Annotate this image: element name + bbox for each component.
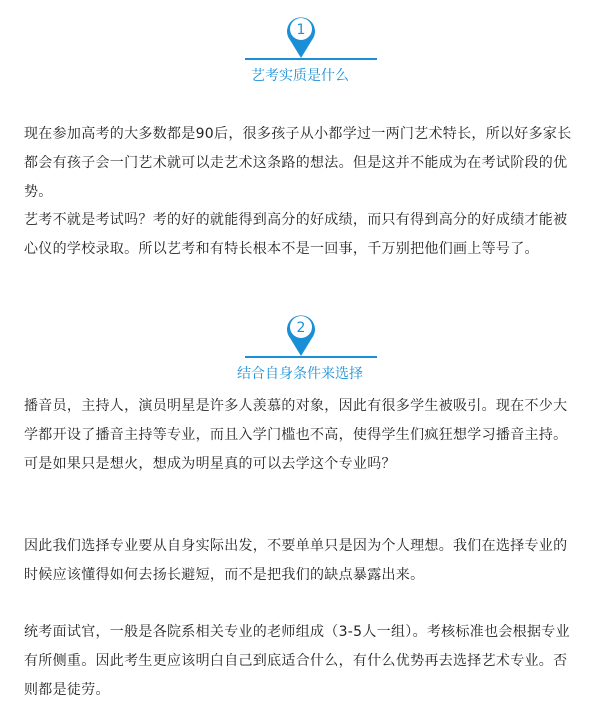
- section-2-paragraph-1: 播音员，主持人，演员明星是许多人羡慕的对象，因此有很多学生被吸引。现在不少大学都开设了播音主持等专业，而且入学门槛也不高，使得学生们疯狂想学习播音主持。可是如果只是想火，想成为明星真的可以去学这个专业吗？: [24, 398, 568, 472]
- section-1-header: [0, 12, 600, 86]
- location-pin-icon: [284, 310, 318, 358]
- section-1-title: 艺考实质是什么: [251, 68, 349, 84]
- section-1-paragraph-2: 艺考不就是考试吗？考的好的就能得到高分的好成绩，而只有得到高分的好成绩才能被心仪的学校录取。所以艺考和有特长根本不是一回事，千万别把他们画上等号了。: [24, 212, 568, 257]
- section-2-number: 2: [296, 320, 306, 336]
- section-1-paragraph-1: 现在参加高考的大多数都是90后，很多孩子从小都学过一两门艺术特长，所以好多家长都会有孩子会一门艺术就可以走艺术这条路的想法。但是这并不能成为在考试阶段的优势。: [24, 126, 572, 200]
- section-2-title: 结合自身条件来选择: [237, 366, 363, 382]
- section-1-divider: [245, 58, 377, 60]
- section-1-number: 1: [296, 22, 306, 38]
- section-2-header: [0, 310, 600, 384]
- location-pin-icon: [284, 12, 318, 60]
- section-2-divider: [245, 356, 377, 358]
- section-2-paragraph-3: 统考面试官，一般是各院系相关专业的老师组成（3-5人一组）。考核标准也会根据专业有所侧重。因此考生更应该明白自己到底适合什么，有什么优势再去选择艺术专业。否则都是徒劳。: [24, 624, 570, 698]
- section-2-paragraph-2: 因此我们选择专业要从自身实际出发，不要单单只是因为个人理想。我们在选择专业的时候应该懂得如何去扬长避短，而不是把我们的缺点暴露出来。: [24, 538, 568, 583]
